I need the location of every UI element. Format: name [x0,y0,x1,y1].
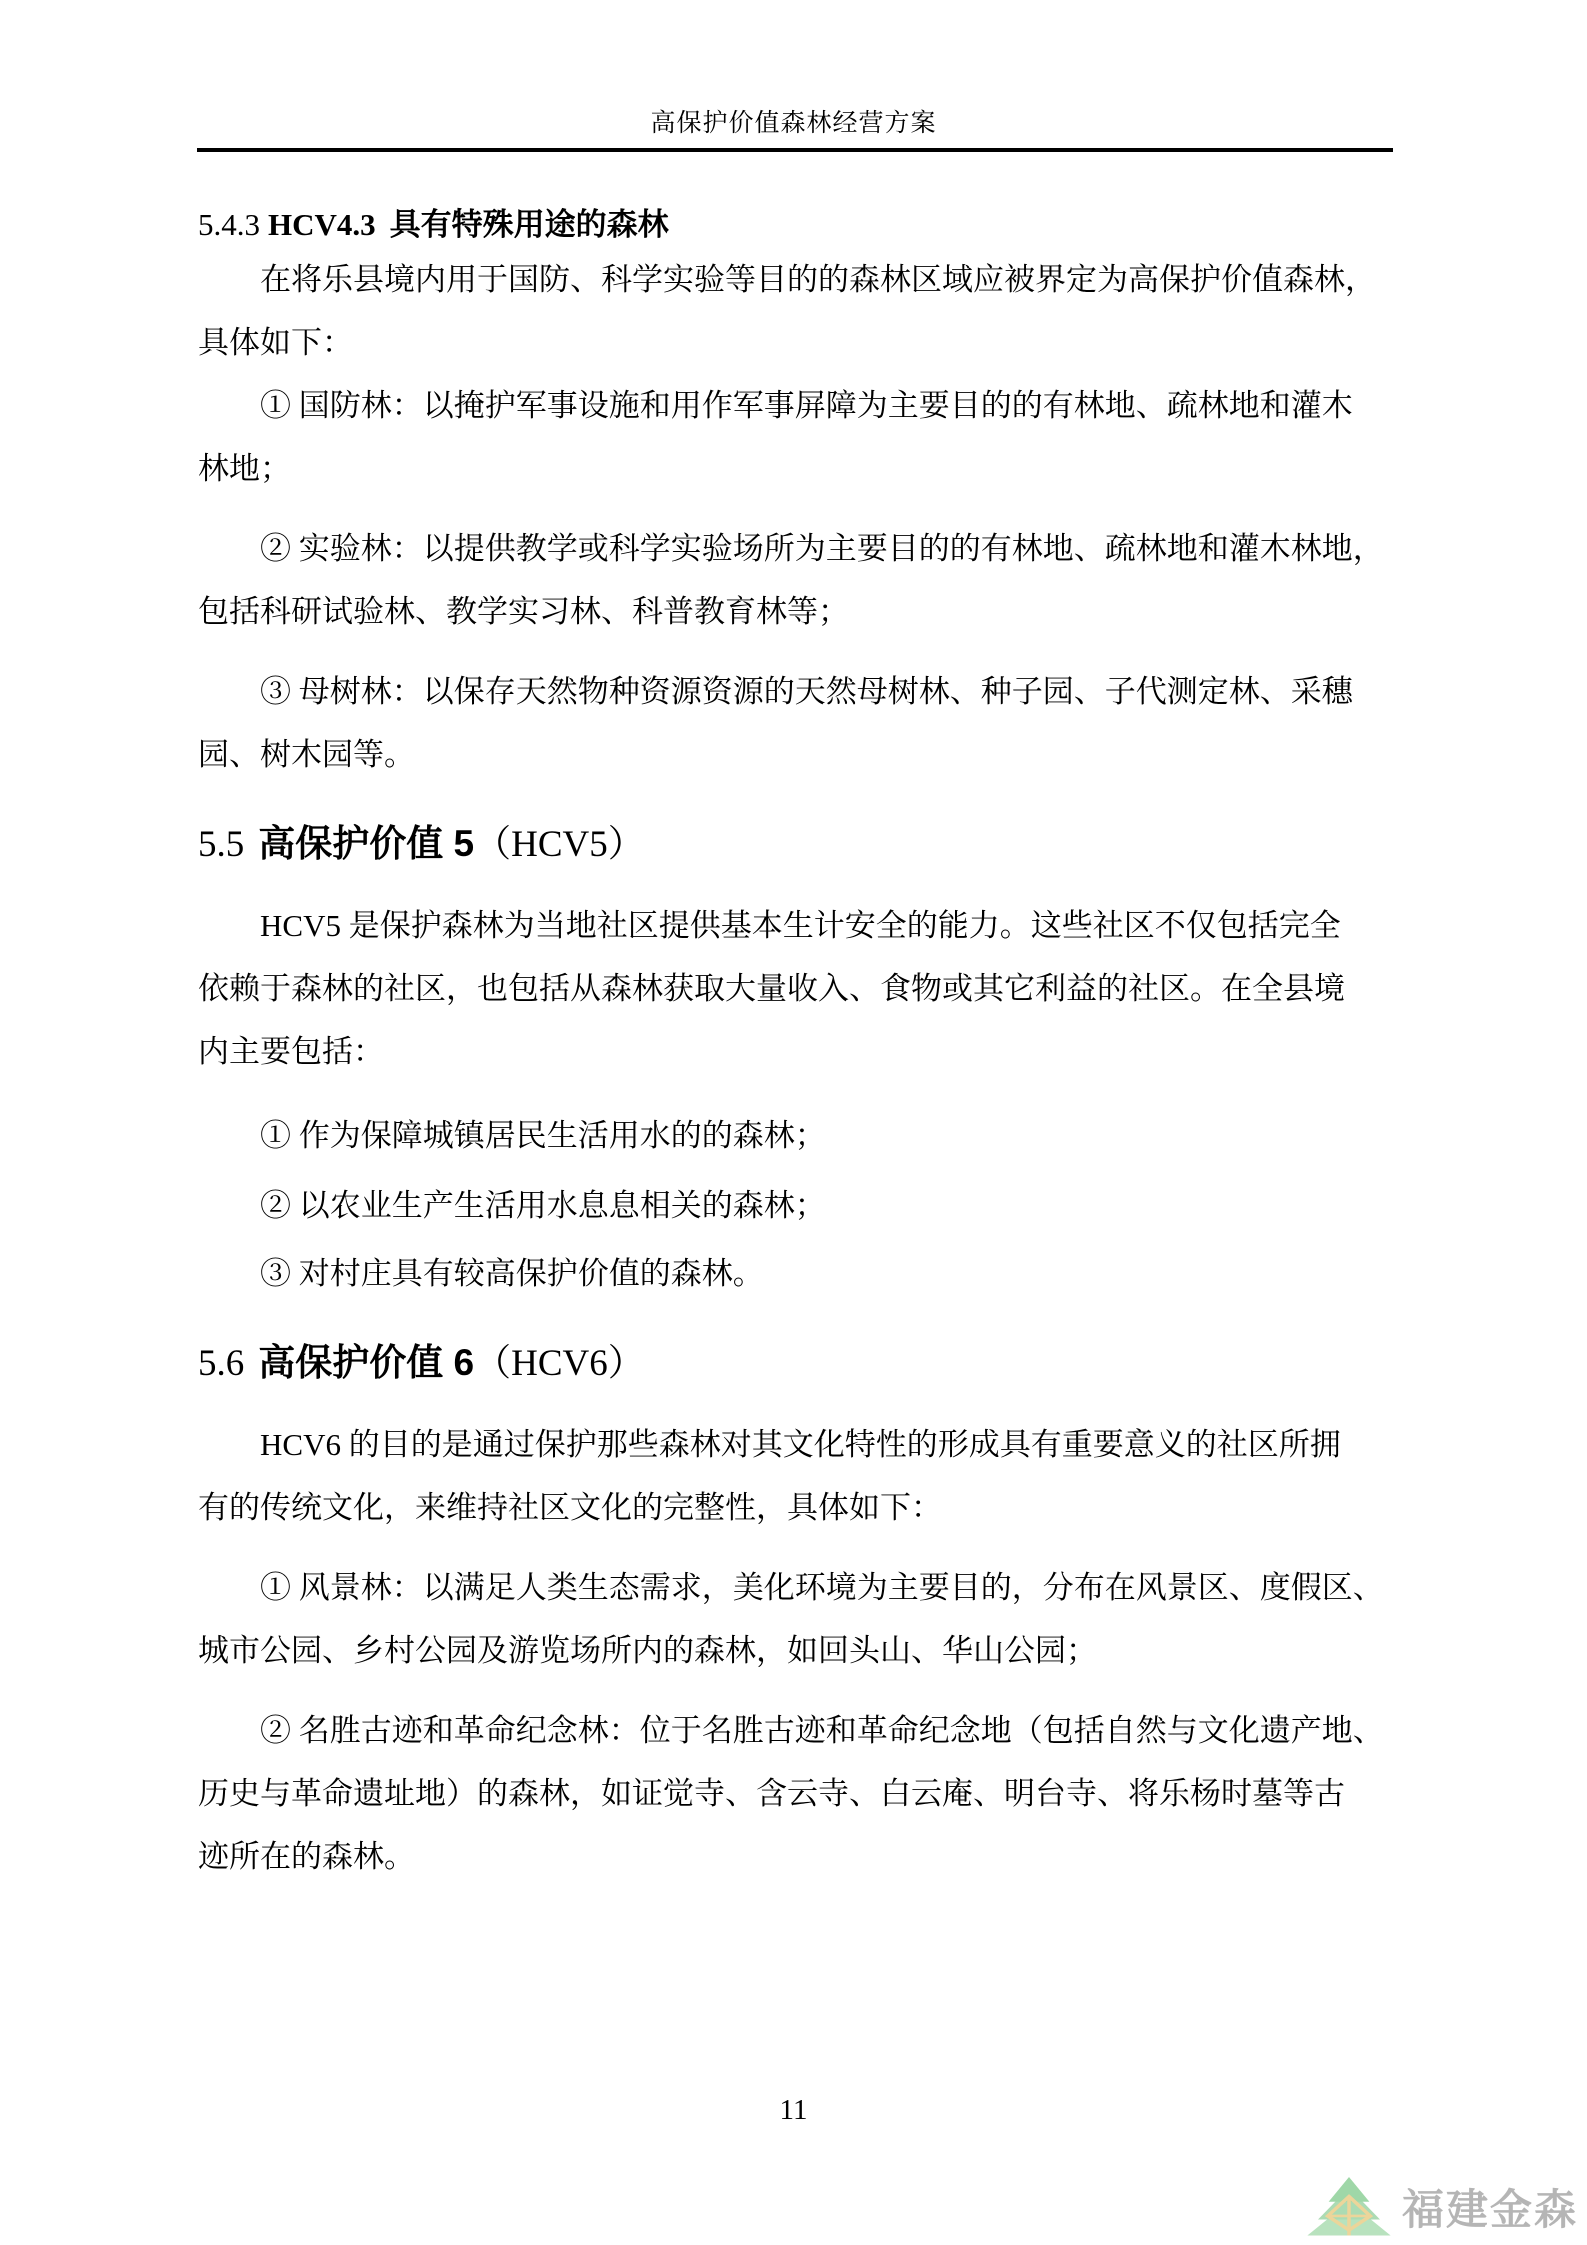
text-line: 在将乐县境内用于国防、科学实验等目的的森林区域应被界定为高保护价值森林， [260,262,1376,297]
section-title: 高保护价值 5 [258,823,475,864]
text-line: ② 以农业生产生活用水息息相关的森林； [260,1188,826,1223]
text-line: 城市公园、乡村公园及游览场所内的森林，如回头山、华山公园； [198,1633,1097,1668]
paragraph [198,894,1383,1083]
text-line: 林地； [198,451,291,486]
text-line: ① 作为保障城镇居民生活用水的的森林； [260,1118,826,1153]
list-item [198,1556,1383,1682]
paragraph [198,248,1383,374]
list-item [198,660,1383,786]
list-item [198,1699,1383,1888]
text-line: 包括科研试验林、教学实习林、科普教育林等； [198,594,849,629]
text-line: 内主要包括： [198,1034,384,1069]
page-header-title: 高保护价值森林经营方案 [650,110,937,137]
list-item [198,374,1383,500]
text-line: ③ 母树林：以保存天然物种资源资源的天然母树林、种子园、子代测定林、采穗 [260,674,1353,709]
header-rule [197,148,1393,152]
section-title: 具有特殊用途的森林 [389,207,669,242]
section-code: （HCV5） [474,824,645,865]
list-item [198,1174,1383,1237]
text-line: ① 国防林：以掩护军事设施和用作军事屏障为主要目的的有林地、疏林地和灌木 [260,388,1353,423]
text-line: ② 实验林：以提供教学或科学实验场所为主要目的的有林地、疏林地和灌木林地， [260,531,1384,566]
text-line: 园、树木园等。 [198,737,415,772]
text-line: 具体如下： [198,325,353,360]
text-line: 有的传统文化，来维持社区文化的完整性，具体如下： [198,1490,942,1525]
list-item [198,517,1383,643]
document-content [198,202,1383,1888]
section-number: 5.5 [198,824,245,865]
section-heading-5-4-3 [198,202,1383,248]
text-line: ③ 对村庄具有较高保护价值的森林。 [260,1256,764,1291]
text-line: 历史与革命遗址地）的森林，如证觉寺、含云寺、白云庵、明台寺、将乐杨时墓等古 [198,1776,1345,1811]
list-item [198,1104,1383,1167]
text-line: 迹所在的森林。 [198,1839,415,1874]
text-line: ② 名胜古迹和革命纪念林：位于名胜古迹和革命纪念地（包括自然与文化遗产地、 [260,1713,1384,1748]
section-number: 5.4.3 [198,207,260,242]
text-line: ① 风景林：以满足人类生态需求，美化环境为主要目的，分布在风景区、度假区、 [260,1570,1384,1605]
section-heading-5-6 [198,1337,1383,1390]
paragraph [198,1413,1383,1539]
text-line: HCV6 的目的是通过保护那些森林对其文化特性的形成具有重要意义的社区所拥 [260,1427,1341,1462]
section-number: 5.6 [198,1343,245,1384]
section-code: （HCV6） [474,1343,645,1384]
company-logo [1304,2177,1578,2239]
page-number: 11 [779,2094,808,2126]
text-line: 依赖于森林的社区，也包括从森林获取大量收入、食物或其它利益的社区。在全县境 [198,971,1345,1006]
section-heading-5-5 [198,818,1383,871]
text-line: HCV5 是保护森林为当地社区提供基本生计安全的能力。这些社区不仅包括完全 [260,908,1341,943]
section-title: 高保护价值 6 [258,1342,475,1383]
section-code: HCV4.3 [268,207,376,242]
logo-text: 福建金森 [1401,2186,1578,2233]
pine-tree-icon [1304,2177,1394,2239]
list-item [198,1242,1383,1305]
